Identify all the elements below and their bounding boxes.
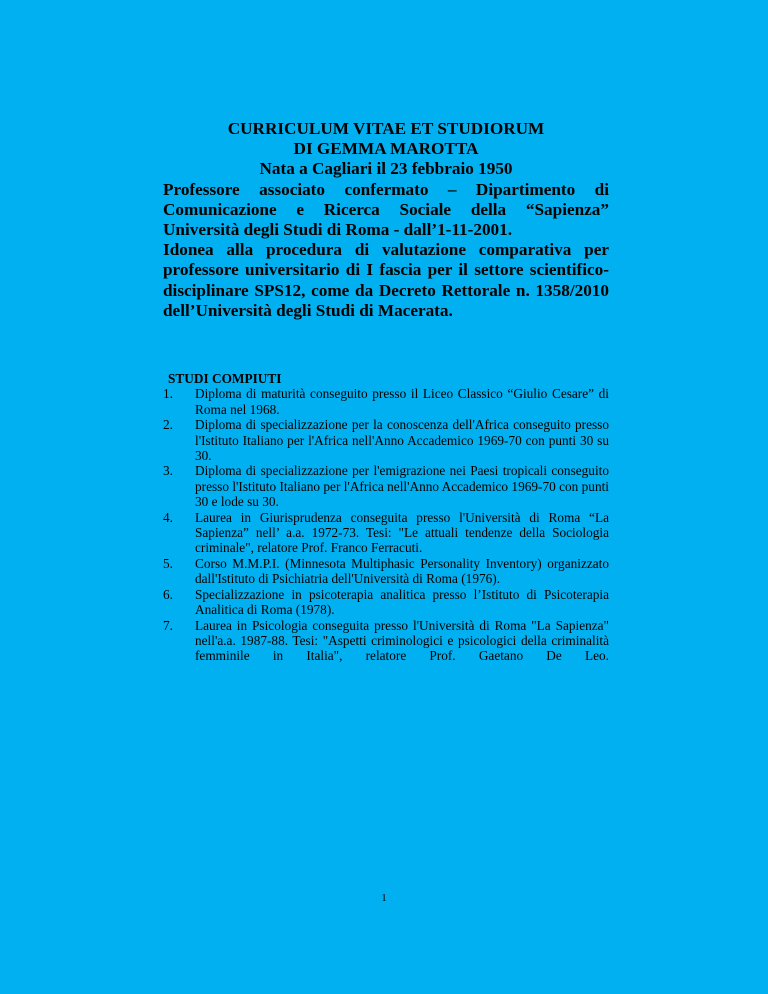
list-item bbox=[163, 417, 609, 463]
list-item-text: Diploma di specializzazione per la conoscenza dell'Africa conseguito presso l'Istituto Italiano per l'Africa nell'Anno Accademico 1969-70 con punti 30 su 30. bbox=[195, 417, 609, 464]
list-item bbox=[163, 556, 609, 587]
page-number: 1 bbox=[381, 892, 387, 904]
list-item bbox=[163, 618, 609, 664]
cv-title: CURRICULUM VITAE ET STUDIORUM bbox=[227, 119, 545, 138]
list-item-number: 7. bbox=[163, 617, 173, 633]
cv-header bbox=[163, 119, 609, 321]
list-item bbox=[163, 510, 609, 556]
cv-qualification: Idonea alla procedura di valutazione comparativa per professore universitario di I fascia per il settore scientifico-disciplinare SPS12, come da Decreto Rettorale n. 1358/2010 dell’Università degli Studi di Macerata. bbox=[163, 240, 609, 320]
list-item-number: 5. bbox=[163, 555, 173, 571]
list-item bbox=[163, 587, 609, 618]
studies-list bbox=[163, 386, 609, 663]
list-item-text: Laurea in Giurisprudenza conseguita presso l'Università di Roma “La Sapienza” nell’ a.a. 1972-73. Tesi: "Le attuali tendenze della Sociologia criminale", relatore Prof. Franco Ferracuti. bbox=[195, 509, 609, 556]
list-item-number: 4. bbox=[163, 509, 173, 525]
cv-birth-info: Nata a Cagliari il 23 febbraio 1950 bbox=[259, 159, 513, 179]
list-item-text: Laurea in Psicologia conseguita presso l'Università di Roma "La Sapienza" nell'a.a. 1987-88. Tesi: "Aspetti criminologici e psicologici della criminalità femminile in Italia", relatore Prof. Gaetano De Leo. bbox=[195, 617, 609, 664]
list-item-number: 1. bbox=[163, 386, 173, 402]
list-item-number: 2. bbox=[163, 417, 173, 433]
list-item-number: 6. bbox=[163, 586, 173, 602]
list-item-text: Corso M.M.P.I. (Minnesota Multiphasic Personality Inventory) organizzato dall'Istituto di Psichiatria dell'Università di Roma (1976). bbox=[195, 555, 609, 587]
list-item-text: Diploma di specializzazione per l'emigrazione nei Paesi tropicali conseguito presso l'Istituto Italiano per l'Africa nell'Anno Accademico 1969-70 con punti 30 e lode su 30. bbox=[195, 463, 609, 510]
cv-author-name: DI GEMMA MAROTTA bbox=[293, 139, 479, 159]
cv-current-position: Professore associato confermato – Dipartimento di Comunicazione e Ricerca Sociale della “Sapienza” Università degli Studi di Roma - dall’1-11-2001. bbox=[163, 179, 609, 240]
list-item-text: Diploma di maturità conseguito presso il Liceo Classico “Giulio Cesare” di Roma nel 1968. bbox=[195, 386, 609, 417]
list-item-text: Specializzazione in psicoterapia analitica presso l’Istituto di Psicoterapia Analitica di Roma (1978). bbox=[195, 586, 609, 618]
list-item bbox=[163, 386, 609, 417]
studies-section bbox=[163, 371, 609, 664]
list-item-number: 3. bbox=[163, 463, 173, 479]
section-title: STUDI COMPIUTI bbox=[168, 371, 282, 386]
list-item bbox=[163, 463, 609, 509]
